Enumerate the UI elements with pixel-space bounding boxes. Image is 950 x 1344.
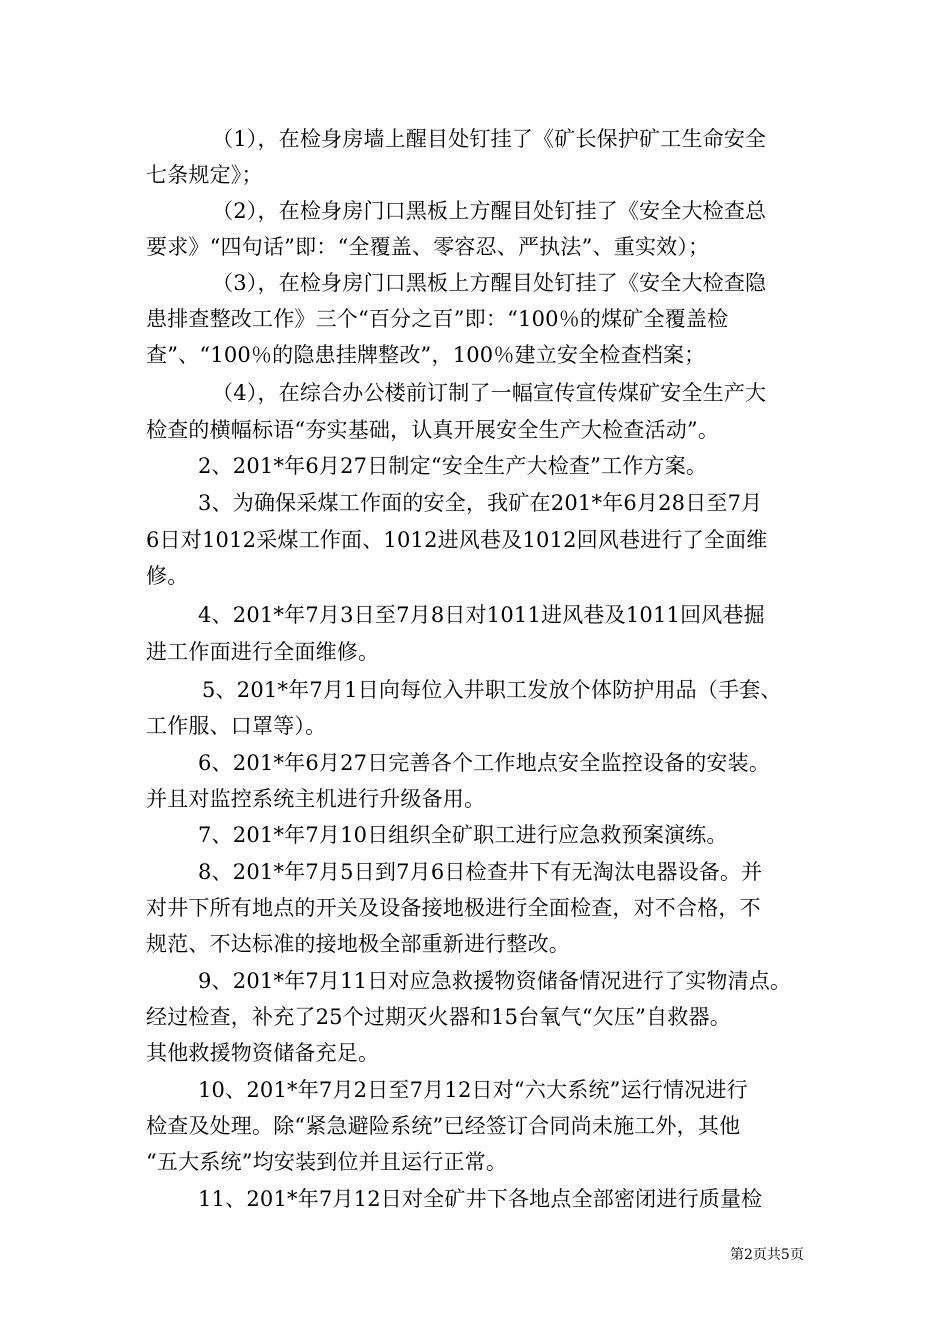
- text-line: 4、201*年7月3日至7月8日对1011进风巷及1011回风巷掘: [198, 603, 765, 627]
- text-line: 2、201*年6月27日制定“安全生产大检查”工作方案。: [198, 454, 708, 478]
- text-line: （2），在检身房门口黑板上方醒目处钉挂了《安全大检查总: [212, 199, 767, 223]
- page-number-footer: 第2页共5页: [730, 1247, 804, 1263]
- text-line: 3、为确保采煤工作面的安全，我矿在201*年6月28日至7月: [198, 491, 763, 515]
- text-line: 6、201*年6月27日完善各个工作地点安全监控设备的安装。: [198, 751, 771, 775]
- text-line: 9、201*年7月11日对应急救援物资储备情况进行了实物清点。: [198, 969, 792, 993]
- text-line: 进工作面进行全面维修。: [146, 640, 380, 664]
- text-line: 对井下所有地点的开关及设备接地极进行全面检查，对不合格，不: [146, 896, 761, 920]
- text-line: 工作服、口罩等）。: [146, 714, 327, 738]
- text-line: 7、201*年7月10日组织全矿职工进行应急救预案演练。: [198, 823, 728, 847]
- text-line: 11、201*年7月12日对全矿井下各地点全部密闭进行质量检: [198, 1187, 763, 1211]
- text-line: 要求》“四句话”即：“全覆盖、零容忍、严执法”、重实效）；: [146, 235, 710, 259]
- text-line: 检查及处理。除“紧急避险系统”已经签订合同尚未施工外，其他: [146, 1114, 741, 1138]
- text-line: 10、201*年7月2日至7月12日对“六大系统”运行情况进行: [198, 1078, 748, 1102]
- text-line: （1），在检身房墙上醒目处钉挂了《矿长保护矿工生命安全: [212, 127, 767, 151]
- text-line: 规范、不达标准的接地极全部重新进行整改。: [146, 932, 570, 956]
- text-line: 检查的横幅标语“夯实基础，认真开展安全生产大检查活动”。: [146, 418, 720, 442]
- text-line: 6日对1012采煤工作面、1012进风巷及1012回风巷进行了全面维: [146, 528, 768, 552]
- text-line: 患排查整改工作》三个“百分之百”即：“100％的煤矿全覆盖检: [146, 307, 729, 331]
- text-line: 修。: [146, 564, 189, 588]
- text-line: 并且对监控系统主机进行升级备用。: [146, 787, 486, 811]
- text-line: 其他救援物资储备充足。: [146, 1041, 380, 1065]
- text-line: （4），在综合办公楼前订制了一幅宣传宣传煤矿安全生产大: [212, 381, 767, 405]
- text-line: 8、201*年7月5日到7月6日检查井下有无淘汰电器设备。并: [198, 860, 763, 884]
- text-line: 经过检查，补充了25个过期灭火器和15台氧气“欠压”自救器。: [146, 1005, 731, 1029]
- text-line: （3），在检身房门口黑板上方醒目处钉挂了《安全大检查隐: [212, 271, 767, 295]
- text-line: 查”、“100％的隐患挂牌整改”，100％建立安全检查档案；: [146, 343, 706, 367]
- text-line: 5、201*年7月1日向每位入井职工发放个体防护用品（手套、: [202, 678, 782, 702]
- text-line: “五大系统”均安装到位并且运行正常。: [146, 1150, 508, 1174]
- text-line: 七条规定》；: [146, 163, 263, 187]
